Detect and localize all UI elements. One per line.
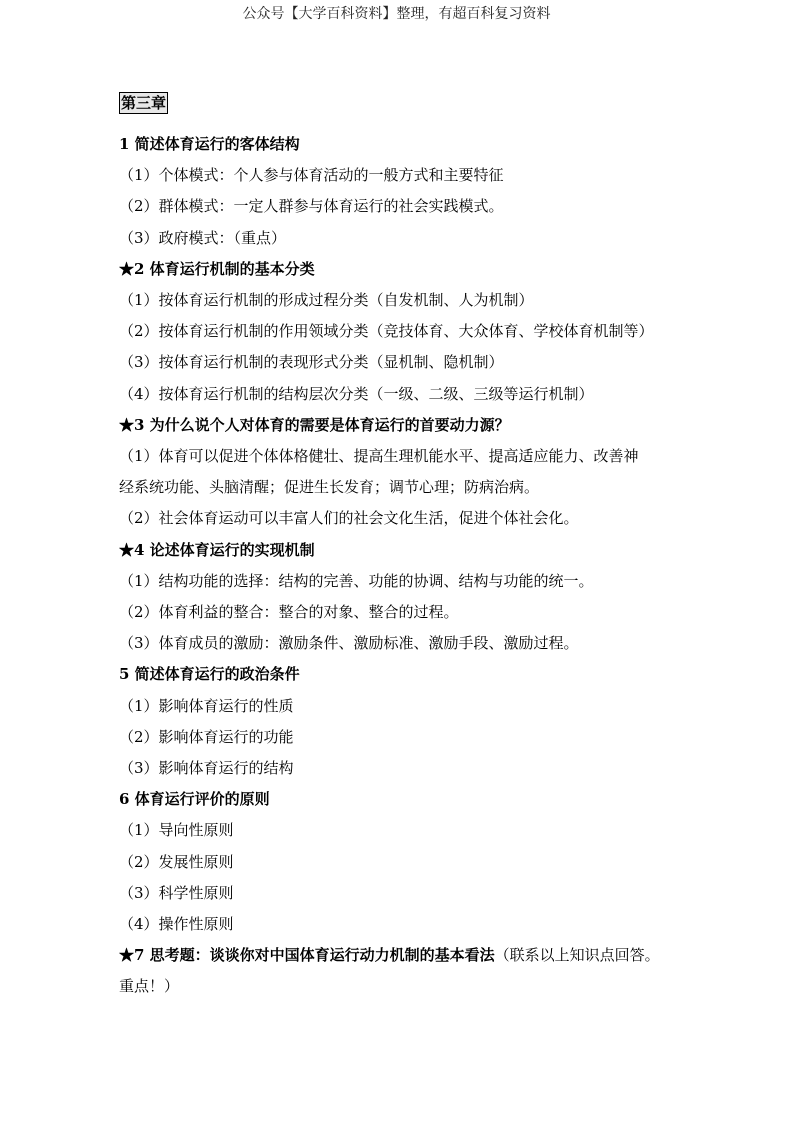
final-question <box>119 940 689 971</box>
section-4 <box>119 535 689 660</box>
list-item: （1）结构功能的选择：结构的完善、功能的协调、结构与功能的统一。 <box>119 571 594 590</box>
list-item: （3）按体育运行机制的表现形式分类（显机制、隐机制） <box>119 353 504 372</box>
list-item: （4）操作性原则 <box>119 915 234 934</box>
list-item: （2）发展性原则 <box>119 852 234 871</box>
list-item: （2）体育利益的整合：整合的对象、整合的过程。 <box>119 603 459 622</box>
section-heading: ★4 论述体育运行的实现机制 <box>119 540 315 559</box>
document-body <box>119 92 689 1003</box>
section-heading: 5 简述体育运行的政治条件 <box>119 665 300 684</box>
section-2 <box>119 254 689 410</box>
list-item: （4）按体育运行机制的结构层次分类（一级、二级、三级等运行机制） <box>119 384 594 403</box>
list-item: （1）体育可以促进个体体格健壮、提高生理机能水平、提高适应能力、改善神 <box>119 447 639 466</box>
final-question-title: ★7 思考题：谈谈你对中国体育运行动力机制的基本看法 <box>119 946 495 965</box>
section-3 <box>119 410 689 535</box>
final-question-note: （联系以上知识点回答。 <box>494 946 660 965</box>
section-heading: ★3 为什么说个人对体育的需要是体育运行的首要动力源？ <box>119 415 510 434</box>
chapter-title: 第三章 <box>121 94 167 112</box>
final-question-note-continued: 重点！） <box>119 977 180 996</box>
section-6 <box>119 784 689 940</box>
list-item: （2）社会体育运动可以丰富人们的社会文化生活，促进个体社会化。 <box>119 509 579 528</box>
list-item: （2）群体模式：一定人群参与体育运行的社会实践模式。 <box>119 197 504 216</box>
list-item: （3）政府模式：（重点） <box>119 228 287 247</box>
section-5 <box>119 659 689 784</box>
list-item: （2）按体育运行机制的作用领域分类（竞技体育、大众体育、学校体育机制等） <box>119 322 654 341</box>
list-item: （3）影响体育运行的结构 <box>119 759 294 778</box>
section-heading: 1 简述体育运行的客体结构 <box>119 135 300 153</box>
section-heading: 6 体育运行评价的原则 <box>119 790 270 809</box>
list-item: （1）影响体育运行的性质 <box>119 696 294 715</box>
section-heading: ★2 体育运行机制的基本分类 <box>119 259 315 278</box>
list-item: （3）科学性原则 <box>119 883 234 902</box>
section-1 <box>119 129 689 254</box>
list-item: 经系统功能、头脑清醒；促进生长发育；调节心理；防病治病。 <box>119 478 540 497</box>
list-item: （1）导向性原则 <box>119 821 234 840</box>
list-item: （3）体育成员的激励：激励条件、激励标准、激励手段、激励过程。 <box>119 634 579 653</box>
list-item: （2）影响体育运行的功能 <box>119 727 294 746</box>
section-7 <box>119 940 689 1002</box>
list-item: （1）按体育运行机制的形成过程分类（自发机制、人为机制） <box>119 291 534 310</box>
page-header: 公众号【大学百科资料】整理，有超百科复习资料 <box>242 6 551 22</box>
list-item: （1）个体模式：个人参与体育活动的一般方式和主要特征 <box>119 166 504 185</box>
